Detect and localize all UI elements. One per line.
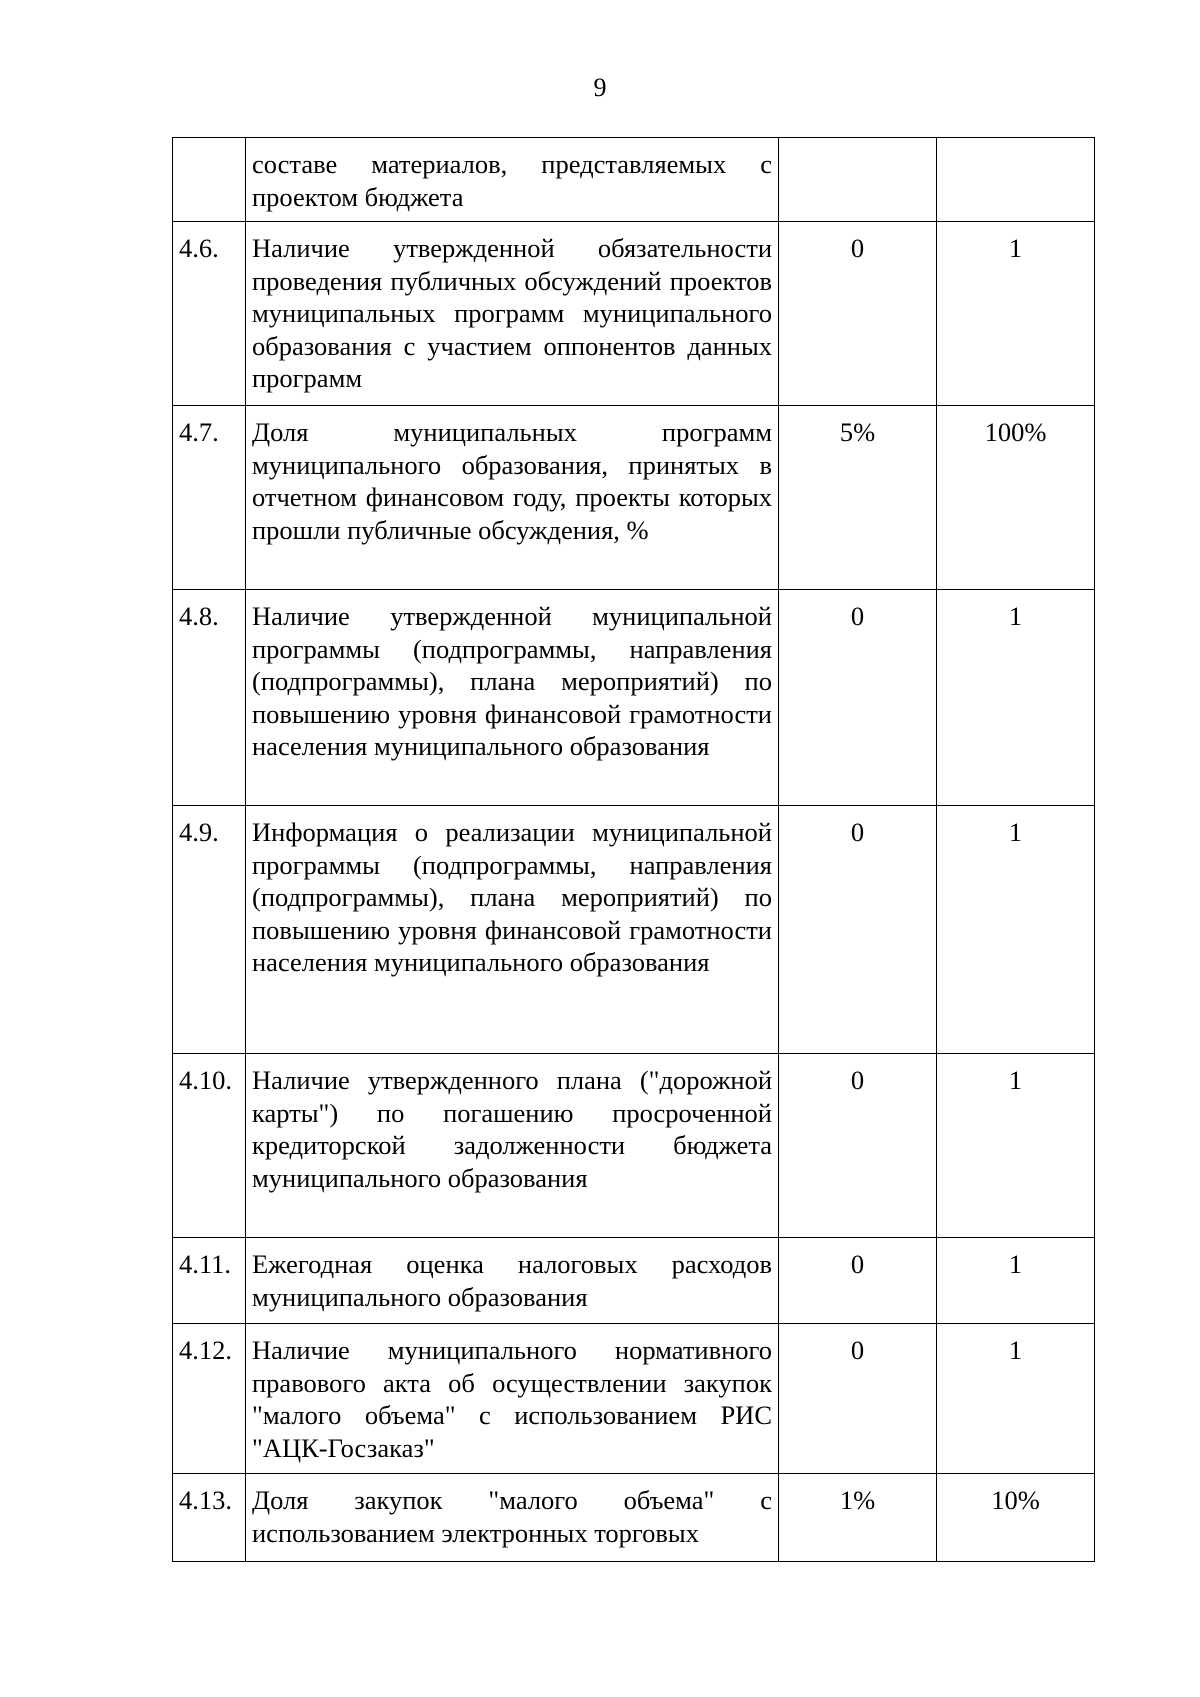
value-start [779,138,937,222]
indicator-text: Информация о реализации муниципальной программы (подпрограммы, направления (подпрограммы), плана мероприятий) по повышению уровня финансовой грамотности населения муниципального образования [246,806,779,1054]
indicator-text: Ежегодная оценка налоговых расходов муниципального образования [246,1238,779,1324]
value-target: 1 [937,1054,1095,1238]
table-row [173,590,1095,806]
indicator-text: Доля закупок "малого объема" с использованием электронных торговых [246,1474,779,1562]
indicator-text: Наличие утвержденного плана ("дорожной карты") по погашению просроченной кредиторской задолженности бюджета муниципального образования [246,1054,779,1238]
value-target: 10% [937,1474,1095,1562]
row-number: 4.8. [173,590,246,806]
value-start: 0 [779,806,937,1054]
indicator-text: Доля муниципальных программ муниципального образования, принятых в отчетном финансовом году, проекты которых прошли публичные обсуждения, % [246,406,779,590]
indicator-text: составе материалов, представляемых с проектом бюджета [246,138,779,222]
indicator-text: Наличие муниципального нормативного правового акта об осуществлении закупок "малого объема" с использованием РИС "АЦК-Госзаказ" [246,1324,779,1474]
value-target: 100% [937,406,1095,590]
table-row [173,1054,1095,1238]
value-start: 0 [779,222,937,406]
table-row [173,222,1095,406]
value-start: 5% [779,406,937,590]
row-number [173,138,246,222]
indicators-table [172,137,1095,1562]
table-row [173,138,1095,222]
value-target: 1 [937,1238,1095,1324]
table-row [173,806,1095,1054]
table-row [173,1238,1095,1324]
table-row [173,406,1095,590]
value-target: 1 [937,806,1095,1054]
value-start: 0 [779,1324,937,1474]
page-number: 9 [593,73,607,102]
value-start: 1% [779,1474,937,1562]
value-target: 1 [937,590,1095,806]
table-row [173,1324,1095,1474]
value-start: 0 [779,1054,937,1238]
row-number: 4.11. [173,1238,246,1324]
row-number: 4.10. [173,1054,246,1238]
value-target: 1 [937,222,1095,406]
indicator-text: Наличие утвержденной муниципальной программы (подпрограммы, направления (подпрограммы), плана мероприятий) по повышению уровня финансовой грамотности населения муниципального образования [246,590,779,806]
value-target: 1 [937,1324,1095,1474]
row-number: 4.13. [173,1474,246,1562]
row-number: 4.12. [173,1324,246,1474]
indicator-text: Наличие утвержденной обязательности проведения публичных обсуждений проектов муниципальных программ муниципального образования с участием оппонентов данных программ [246,222,779,406]
row-number: 4.6. [173,222,246,406]
table-row [173,1474,1095,1562]
row-number: 4.7. [173,406,246,590]
value-start: 0 [779,590,937,806]
row-number: 4.9. [173,806,246,1054]
value-start: 0 [779,1238,937,1324]
value-target [937,138,1095,222]
